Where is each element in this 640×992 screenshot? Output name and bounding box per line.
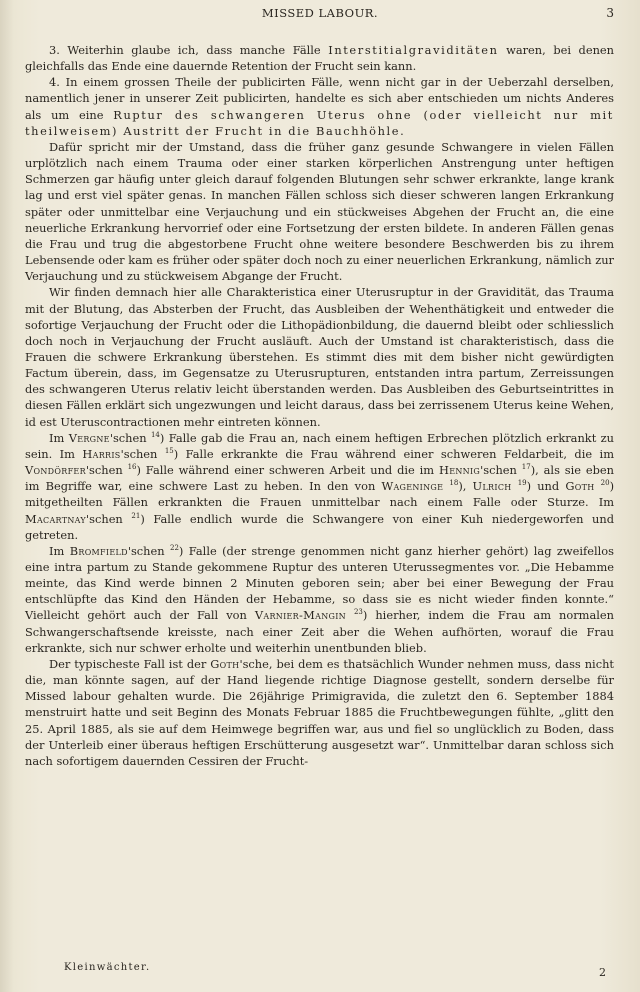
text-run: ) Falle endlich wurde die Schwangere von einer Kuh niedergeworfen und getreten. bbox=[25, 511, 615, 542]
author-name: Macartnay bbox=[25, 511, 86, 526]
running-title: MISSED LABOUR. bbox=[261, 6, 379, 20]
text-run: ), als sie eben im Begriffe war, eine schwere Last zu heben. In den von bbox=[25, 463, 615, 494]
emphasis-text: Ruptur des schwangeren Uterus ohne (oder vielleicht nur mit theilweisem) Austritt der Frucht in die Bauchhöhle. bbox=[25, 107, 614, 138]
footnote-ref: 16 bbox=[127, 463, 137, 472]
text-run: 'sche, bei dem es thatsächlich Wunder nehmen muss, dass nicht die, man könnte sagen, auf der Hand liegende richtige Diagnose gestellt, sondern derselbe für Missed labour gehalten wurde. Die 26jährige Primigravida, die zuletzt den 6. September 1884 menstruirt hatte und seit Beginn des Monats Februar 1885 die Fruchtbewegungen fühlte, „glitt den 25. April 1885, als sie auf dem Heimwege begriffen war, aus und fiel so unglücklich zu Boden, dass der Unterleib einer überaus heftigen Erschütterung ausgesetzt war“. Unmittelbar daran schloss sich nach sofortigem dauernden Cessiren der Frucht- bbox=[25, 656, 614, 768]
text-run: waren, bei denen gleichfalls das Ende eine dauernde Retention der Frucht sein kann. bbox=[25, 43, 614, 74]
text-run: ) und bbox=[526, 479, 566, 494]
text-run: ) Falle (der strenge genommen nicht ganz hierher gehört) lag zweifellos eine intra partum zu Stande gekommene Ruptur des unteren Uterussegmentes vor. „Die Hebamme meinte, das Kind werde binnen 2 Minuten geboren sein; aber bei einer Bewegung der Frau entschlüpfte das Kind den Händen der Hebamme, so dass sie es nicht wieder finden konnte.“ Vielleicht gehört auch der Fall von bbox=[25, 543, 614, 623]
text-run: 'schen bbox=[85, 463, 128, 478]
text-run: Dafür spricht mir der Umstand, dass die früher ganz gesunde Schwangere in vielen Fällen urplötzlich nach einem Trauma oder einer starken körperlichen Anstrengung unter heftigen Schmerzen gar häufig unter gleich darauf folgenden Blutungen sehr schwer erkrankte, lange krank lag und erst viel später genas. In manchen Fällen schloss sich dieser schweren langen Erkrankung später oder unmittelbar eine Verjauchung und ein stückweises Abgehen der Frucht an, die eine neuerliche Erkrankung hervorrief oder eine Fortsetzung der ersten bildete. In anderen Fällen genas die Frau und trug die abgestorbene Frucht ohne weitere besondere Beschwerden bis zu ihrem Lebensende oder kam es früher oder später doch noch zu einer neuerlichen Erkrankung, nämlich zur Verjauchung und zu stückweisem Abgange der Frucht. bbox=[25, 139, 614, 284]
text-run: 'schen bbox=[109, 430, 151, 445]
paragraph bbox=[25, 74, 614, 139]
printer-signature: Kleinwächter. bbox=[64, 962, 151, 973]
paragraph bbox=[25, 284, 614, 429]
author-name: Vergne bbox=[68, 430, 110, 445]
text-run: ) Falle während einer schweren Arbeit und die im bbox=[136, 463, 439, 478]
text-run: 3. Weiterhin glaube ich, dass manche Fälle bbox=[49, 43, 329, 57]
footnote-ref: 23 bbox=[353, 608, 363, 617]
author-name: Goth bbox=[565, 479, 595, 494]
text-run: Im bbox=[49, 543, 70, 558]
text-run: 'schen bbox=[480, 463, 522, 478]
emphasis-text: Interstitialgraviditäten bbox=[328, 43, 499, 57]
author-name: Hennig bbox=[438, 463, 481, 478]
author-name: Ulrich bbox=[472, 479, 512, 494]
footnote-ref: 21 bbox=[131, 511, 141, 520]
paragraph bbox=[25, 543, 614, 656]
text-run: 'schen bbox=[86, 511, 132, 526]
author-name: Varnier-Mangin bbox=[254, 608, 346, 623]
sheet-number: 2 bbox=[599, 966, 606, 979]
paragraph bbox=[25, 42, 614, 74]
text-run: 'schen bbox=[120, 446, 165, 461]
paragraph bbox=[25, 656, 614, 769]
author-name: Wageninge bbox=[381, 479, 444, 494]
author-name: Goth bbox=[210, 656, 240, 671]
footnote-ref: 19 bbox=[517, 479, 527, 488]
footnote-ref: 20 bbox=[600, 479, 610, 488]
text-run: ) hierher, indem die Frau am normalen Schwangerschaftsende kreisste, nach einer Zeit aber die Wehen aufhörten, worauf die Frau erkrankte, sich nur schwer erholte und weiterhin unentbunden blieb. bbox=[25, 608, 614, 655]
author-name: Bromfield bbox=[69, 543, 128, 558]
paragraph bbox=[25, 430, 614, 543]
text-run: 4. In einem grossen Theile der publicirten Fälle, wenn nicht gar in der Ueberzahl derselben, namentlich jener in unserer Zeit publicirten, handelte es sich aber entschieden um nichts Anderes als um eine bbox=[25, 75, 614, 122]
author-name: Vondörfer bbox=[25, 463, 86, 478]
text-run: ) Falle gab die Frau an, nach einem heftigen Erbrechen plötzlich erkrankt zu sein. Im bbox=[25, 430, 615, 461]
text-run: ), bbox=[458, 479, 473, 494]
page-footer bbox=[0, 962, 640, 984]
footnote-ref: 15 bbox=[164, 447, 174, 456]
page-header bbox=[0, 4, 640, 24]
text-run: ) Falle erkrankte die Frau während einer schweren Feldarbeit, die im bbox=[173, 446, 614, 461]
body-text bbox=[25, 42, 614, 769]
text-run: Im bbox=[49, 430, 69, 445]
footnote-ref: 17 bbox=[521, 463, 531, 472]
paragraph bbox=[25, 139, 614, 284]
text-run: ) mitgetheilten Fällen erkrankten die Frauen unmittelbar nach einem Falle oder Sturze. Im bbox=[25, 479, 615, 510]
footnote-ref: 22 bbox=[170, 544, 179, 553]
footnote-ref: 14 bbox=[150, 430, 160, 439]
footnote-ref: 18 bbox=[449, 479, 459, 488]
text-run: Wir finden demnach hier alle Charakteristica einer Uterusruptur in der Gravidität, das Trauma mit der Blutung, das Absterben der Frucht, das Ausbleiben der Wehenthätigkeit und entweder die sofortige Verjauchung der Frucht oder die Lithopädionbildung, die dauernd bleibt oder schliesslich doch noch in Verjauchung der Frucht ausläuft. Auch der Umstand ist charakteristisch, dass die Frauen die schwere Erkrankung überstehen. Es stimmt dies mit dem bisher nicht gewürdigten Factum überein, dass, im Gegensatze zu Uterusrupturen, entstanden intra partum, Zerreissungen des schwangeren Uterus relativ leicht überstanden werden. Das Ausbleiben des Geburtseintrittes in diesen Fällen erklärt sich ungezwungen und leicht daraus, dass bei zerrissenem Uterus keine Wehen, id est Uteruscontractionen mehr eintreten können. bbox=[25, 285, 614, 429]
text-run: Der typischeste Fall ist der bbox=[49, 656, 211, 671]
author-name: Harris bbox=[82, 446, 121, 461]
text-run: 'schen bbox=[127, 543, 170, 558]
page-number: 3 bbox=[606, 6, 614, 20]
text-run bbox=[346, 608, 354, 622]
